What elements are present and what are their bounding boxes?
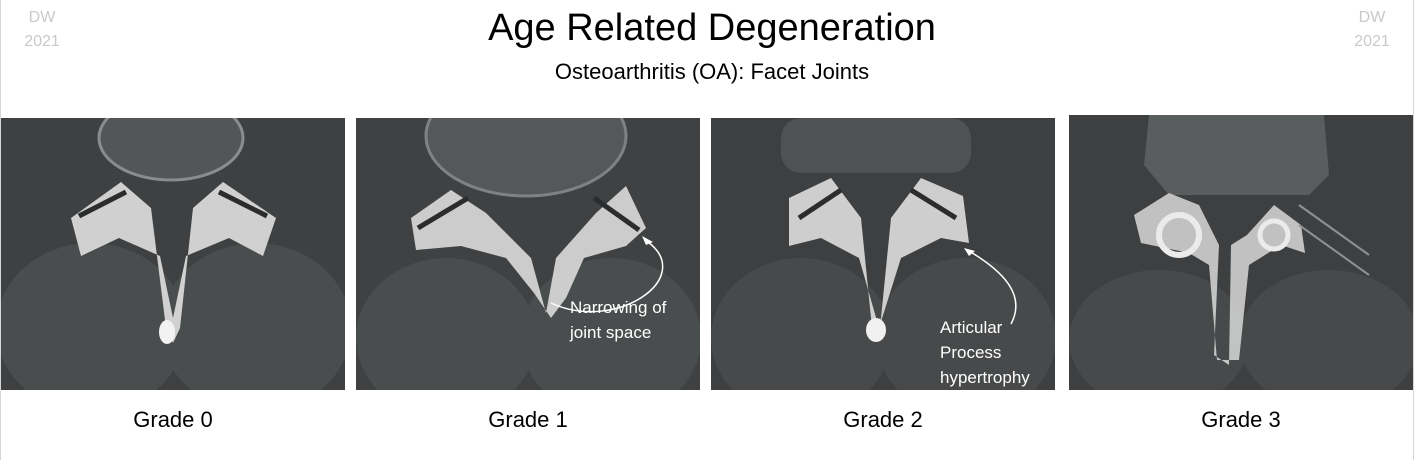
watermark-left-line-1: DW	[28, 9, 56, 26]
annotation-hypertrophy-line-1: Articular	[940, 318, 1003, 337]
ct-scan-grade-1	[356, 118, 700, 390]
annotation-narrowing-line-1: Narrowing of	[570, 298, 667, 317]
annotation-narrowing-line-2: joint space	[570, 323, 652, 342]
annotation-hypertrophy	[940, 315, 1030, 390]
grade-2-label: Grade 2	[843, 407, 923, 432]
page-title: Age Related Degeneration	[488, 7, 936, 49]
watermark-right-line-2: 2021	[1354, 33, 1390, 50]
grade-3-label: Grade 3	[1201, 407, 1281, 432]
grade-1-label: Grade 1	[488, 407, 568, 432]
annotation-hypertrophy-line-3: hypertrophy	[940, 368, 1030, 387]
ct-scan-grade-3	[1069, 115, 1413, 390]
ct-scan-grade-3-image	[1069, 115, 1413, 390]
ct-scan-grade-1-image	[356, 118, 700, 390]
annotation-narrowing	[570, 295, 666, 345]
grade-0-label: Grade 0	[133, 407, 213, 432]
ct-scan-grade-0-image	[1, 118, 345, 390]
watermark-left-line-2: 2021	[24, 33, 60, 50]
ct-scan-grade-2	[711, 118, 1055, 390]
watermark-right-line-1: DW	[1358, 9, 1386, 26]
page-subtitle: Osteoarthritis (OA): Facet Joints	[554, 59, 870, 84]
annotation-hypertrophy-line-2: Process	[940, 343, 1002, 362]
ct-scan-grade-0	[1, 118, 345, 390]
